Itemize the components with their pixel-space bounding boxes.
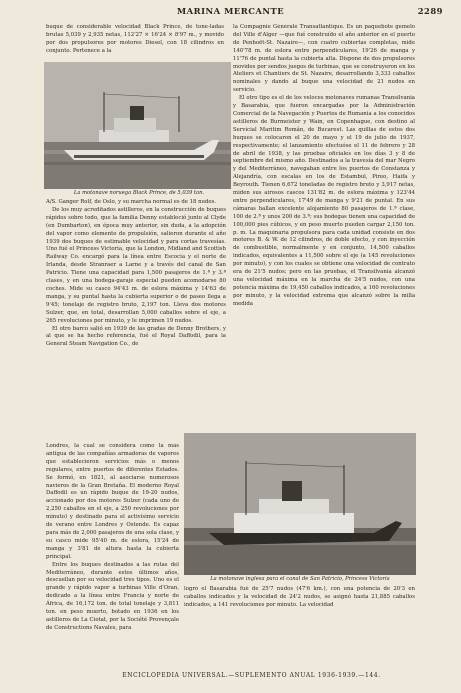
paragraph: Entre los buques destinados a las rutas del Mediterráneo, durante estos últimos años, descuellan por su velocidad tres tipos. Uno es el grande y rápido vapor a turbinas Ville d'Oran, dedicado a la línea entre Francia y norte de África, de 16,172 ton. de total tonelaje y 3,811 ton. en peso muerto, botado en 1936 en los astilleros de La Ciotat, por la Société Provençale de Constructions Navales, para — [46, 561, 179, 631]
bottom-right-text — [184, 586, 415, 666]
ship-photo-black-prince — [44, 62, 231, 189]
page-number: 2289 — [417, 6, 443, 16]
paragraph: El otro tipo es el de los veloces motonaves rumanas Transilvania y Basarabia, que fueron encargadas por la Administración Comercial de la Navegación y Puertos de Rumania a los conocidos astilleros de Burmeister y Wain, en Copenhague, con destino al Servicial Maritim Român, de Bucarest. Las quillas de estos dos buques se colocaron el 20 de mayo y el 19 de julio de 1937, respectivamente; el lanzamiento efectuóse el 11 de febrero y 28 de abril de 1938, y las pruebas oficiales en los días 3 y 8 de septiembre del mismo año. Destinados a la travesía del mar Negro y del Mediterráneo, navegaban entre los puertos de Constanza y Alejandría, con escalas en los de Estambul, Pireo, Haifa y Beyrouth. Tienen 6,672 toneladas de registro bruto y 3,917 netas, miden sus airosos cascos 131'82 m. de eslora máxima y 123'44 entre perpendiculares, 17'49 de manga y 9'21 de puntal. En sus cámaras hallan excelente alojamiento 80 pasajeros de 1.ª clase, 100 de 2.ª y unos 200 de 3.ª; sus bodegas tienen una capacidad de 100,000 pies cúbicos, y en peso muerto pueden cargar 2,150 ton. p. m. La maquinaria propulsora para cada unidad consiste en dos motores B. & W. de 12 cilindros, de doble efecto, y con inyección de combustible, normalmente y en conjunto, 14,500 caballos indicados, equivalentes a 11,500 sobre el eje (a 145 revoluciones por minuto), y con los cuales se obtiene una velocidad de contrato era de 21'5 nudos; pero en las pruebas, el Transilvania alcanzó una velocidad máxima en la marcha de 24'5 nudos, con una potencia máxima de 19,450 caballos indicados, a 160 revoluciones por minuto, y la velocidad extrema que alcanzó sobre la milla medida — [233, 95, 415, 307]
left-column-top — [46, 24, 224, 60]
paragraph: A/S. Ganger Rolf, de Oslo, y su marcha normal es de 18 nudos. — [46, 199, 217, 205]
paragraph: De los muy acreditados astilleros, en la construcción de buques rápidos sobre todo, que la familia Denny estableció junto al Clyde (en Dumbarton), en época muy anterior, sin duda, a la adopción del vapor como elemento de propulsión, salieron durante el año 1939 dos buques de estimable velocidad y para cortas travesías. Uno fué el Princess Victoria, que la London, Midland and Scottish Railway Co. encargó para la línea entre Escocia y el norte de Irlanda, desde Stranraer a Larne y a través del canal de San Patricio. Tiene una capacidad para 1,500 pasajeros de 1.ª y 3.ª clases, y en una bodega-garaje especial pueden acomodarse 80 coches. Mide su casco 94'43 m. de eslora máxima y 14'63 de manga, y su puntal hasta la cubierta superior o de paseo llega a 9'45; tonelaje de registro bruto, 2,197 ton. Lleva dos motores Sulzer, que, en total, desarrollan 5,000 caballos sobre el eje, a 265 revoluciones por minuto, y le imprimen 19 nudos. — [46, 206, 226, 324]
figure-princess-victoria — [184, 433, 416, 575]
figure2-caption: La motonave inglesa para el canal de San Patricio, Princess Victoria — [210, 576, 390, 582]
page-footer: ENCICLOPEDIA UNIVERSAL.—SUPLEMENTO ANUAL 1936-1939.—144. — [122, 672, 381, 679]
paragraph: logró el Basarabia fué de 25'7 nudos (47'6 km.), con una potencia de 20'3 en caballos indicados y la velocidad de 24'2 nudos, se asignó hasta 21,885 caballos indicados, a 141 revoluciones por minuto. La velocidad — [184, 586, 415, 608]
figure-black-prince — [44, 62, 231, 189]
paragraph: la Compagnie Générale Transatlantique. Es un paquebote gemelo del Ville d'Alger —que fué construído el año anterior en el puerto de Penhoët-St. Nazaire—, con cuatro cubiertas completas, mide 140'78 m. de eslora entre perpendiculares, 19'26 de manga y 11'76 de puntal hasta la cubierta alta. Dispone de dos propulsores movidos por sendos juegos de turbinas, que se construyeron en los Ateliers et Chantiers de St. Nazaire, desarrollando 3,333 caballos nominales y dando al buque una velocidad de 21 nudos en servicio. — [233, 24, 415, 94]
figure1-caption: La motonave noruega Black Prince, de 5,039 ton. — [73, 190, 205, 196]
right-column — [233, 24, 415, 432]
running-title: MARINA MERCANTE — [176, 6, 285, 16]
page-header — [18, 6, 443, 20]
left-column-lower — [46, 443, 179, 666]
ship-photo-princess-victoria — [184, 433, 416, 575]
paragraph: buque de considerable velocidad Black Prince, de tone-ladas brutas 5,039 y 2,935 netas, 112'27 × 16'24 × 8'97 m., y movido por dos propulsores por motores Diesel, con 18 cilindros en conjunto. Pertenece a la — [46, 24, 224, 54]
left-column-body — [46, 199, 226, 443]
paragraph: El otro barco salió en 1939 de las gradas de Denny Brothers, y al que se ha hecho referencia, fué el Royal Daffodil, para la General Steam Navigation Co., de — [46, 325, 226, 348]
paragraph: Londres, la cual se considera como la más antigua de las compañías armadoras de vapores que establecieron servicios más o menos regulares, entre puertos de diferentes Estados. Se formó, en 1821, al asociarse numerosos navieros de la Gran Bretaña. El moderno Royal Daffodil es un rápido buque de 19-20 nudos, accionado por dos motores Sulzer (cada uno de 2,250 caballos en el eje, a 250 revoluciones por minuto) y destinado para el activísimo servicio de verano entre Londres y Ostende. Es capaz para más de 2,000 pasajeros de una sola clase, y su casco mide 95'40 m. de eslora, 15'24 de manga y 3'81 de altura hasta la cubierta principal. — [46, 443, 179, 560]
